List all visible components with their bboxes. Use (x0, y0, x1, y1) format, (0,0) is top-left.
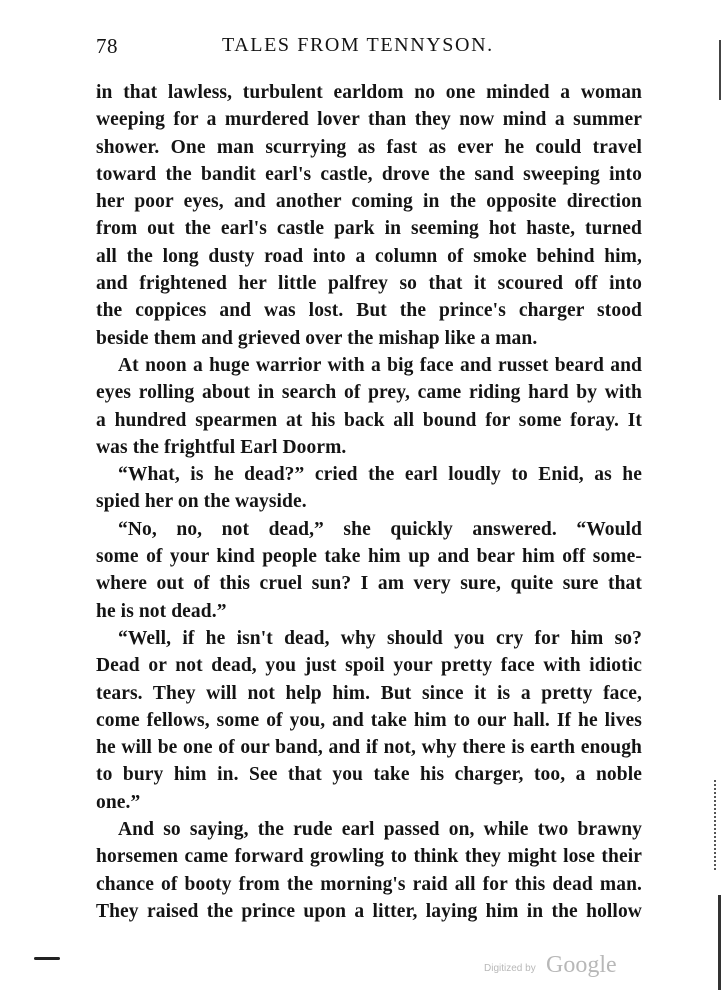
text-line: spied her on the wayside. (96, 491, 307, 513)
scan-mark (34, 957, 60, 960)
page-number: 78 (96, 34, 118, 58)
text-line: At noon a huge warrior with a big face and russet beard and (118, 354, 642, 376)
paragraph (96, 816, 642, 925)
text-line: “What, is he dead?” cried the earl loudly to Enid, as he (118, 464, 642, 486)
text-line: shower. One man scurrying as fast as ever he could travel (96, 136, 642, 158)
paragraph (96, 516, 642, 625)
text-line: the coppices and was lost. But the prince's charger stood (96, 300, 642, 322)
text-line: where out of this cruel sun? I am very sure, quite sure that (96, 573, 642, 595)
text-line: her poor eyes, and another coming in the opposite direction (96, 191, 642, 213)
paragraph (96, 461, 642, 516)
text-line: horsemen came forward growling to think they might lose their (96, 846, 642, 868)
digitized-watermark (484, 952, 644, 986)
scan-edge-mark (719, 40, 721, 100)
text-line: he will be one of our band, and if not, why there is earth enough (96, 737, 642, 759)
scan-edge-line (718, 895, 721, 990)
text-line: one.” (96, 791, 141, 813)
text-line: weeping for a murdered lover than they now mind a summer (96, 109, 642, 131)
text-line: They raised the prince upon a litter, laying him in the hollow (96, 900, 642, 922)
paragraph (96, 79, 642, 352)
text-line: toward the bandit earl's castle, drove the sand sweeping into (96, 163, 642, 185)
text-line: to bury him in. See that you take his charger, too, a noble (96, 764, 642, 786)
text-line: he is not dead.” (96, 600, 227, 622)
text-line: and frightened her little palfrey so that it scoured off into (96, 273, 642, 295)
text-line: all the long dusty road into a column of smoke behind him, (96, 245, 642, 267)
text-line: from out the earl's castle park in seeming hot haste, turned (96, 218, 642, 240)
watermark-brand: Google (546, 952, 617, 978)
paragraph (96, 352, 642, 461)
paragraph (96, 625, 642, 816)
running-head (96, 34, 636, 64)
text-line: “Well, if he isn't dead, why should you cry for him so? (118, 627, 642, 649)
book-title: TALES FROM TENNYSON. (222, 34, 494, 56)
text-line: Dead or not dead, you just spoil your pretty face with idiotic (96, 655, 642, 677)
scan-edge-dots (714, 780, 719, 870)
watermark-prefix: Digitized by (484, 963, 536, 974)
text-line: And so saying, the rude earl passed on, while two brawny (118, 819, 642, 841)
text-line: chance of booty from the morning's raid all for this dead man. (96, 873, 642, 895)
text-line: “No, no, not dead,” she quickly answered. “Would (118, 518, 642, 540)
text-line: some of your kind people take him up and bear him off some- (96, 546, 642, 568)
text-line: beside them and grieved over the mishap like a man. (96, 327, 538, 349)
body-text (96, 79, 642, 925)
text-line: come fellows, some of you, and take him to our hall. If he lives (96, 709, 642, 731)
text-line: a hundred spearmen at his back all bound for some foray. It (96, 409, 642, 431)
text-line: eyes rolling about in search of prey, came riding hard by with (96, 382, 642, 404)
text-line: tears. They will not help him. But since it is a pretty face, (96, 682, 642, 704)
text-line: in that lawless, turbulent earldom no one minded a woman (96, 82, 642, 103)
text-line: was the frightful Earl Doorm. (96, 436, 347, 458)
